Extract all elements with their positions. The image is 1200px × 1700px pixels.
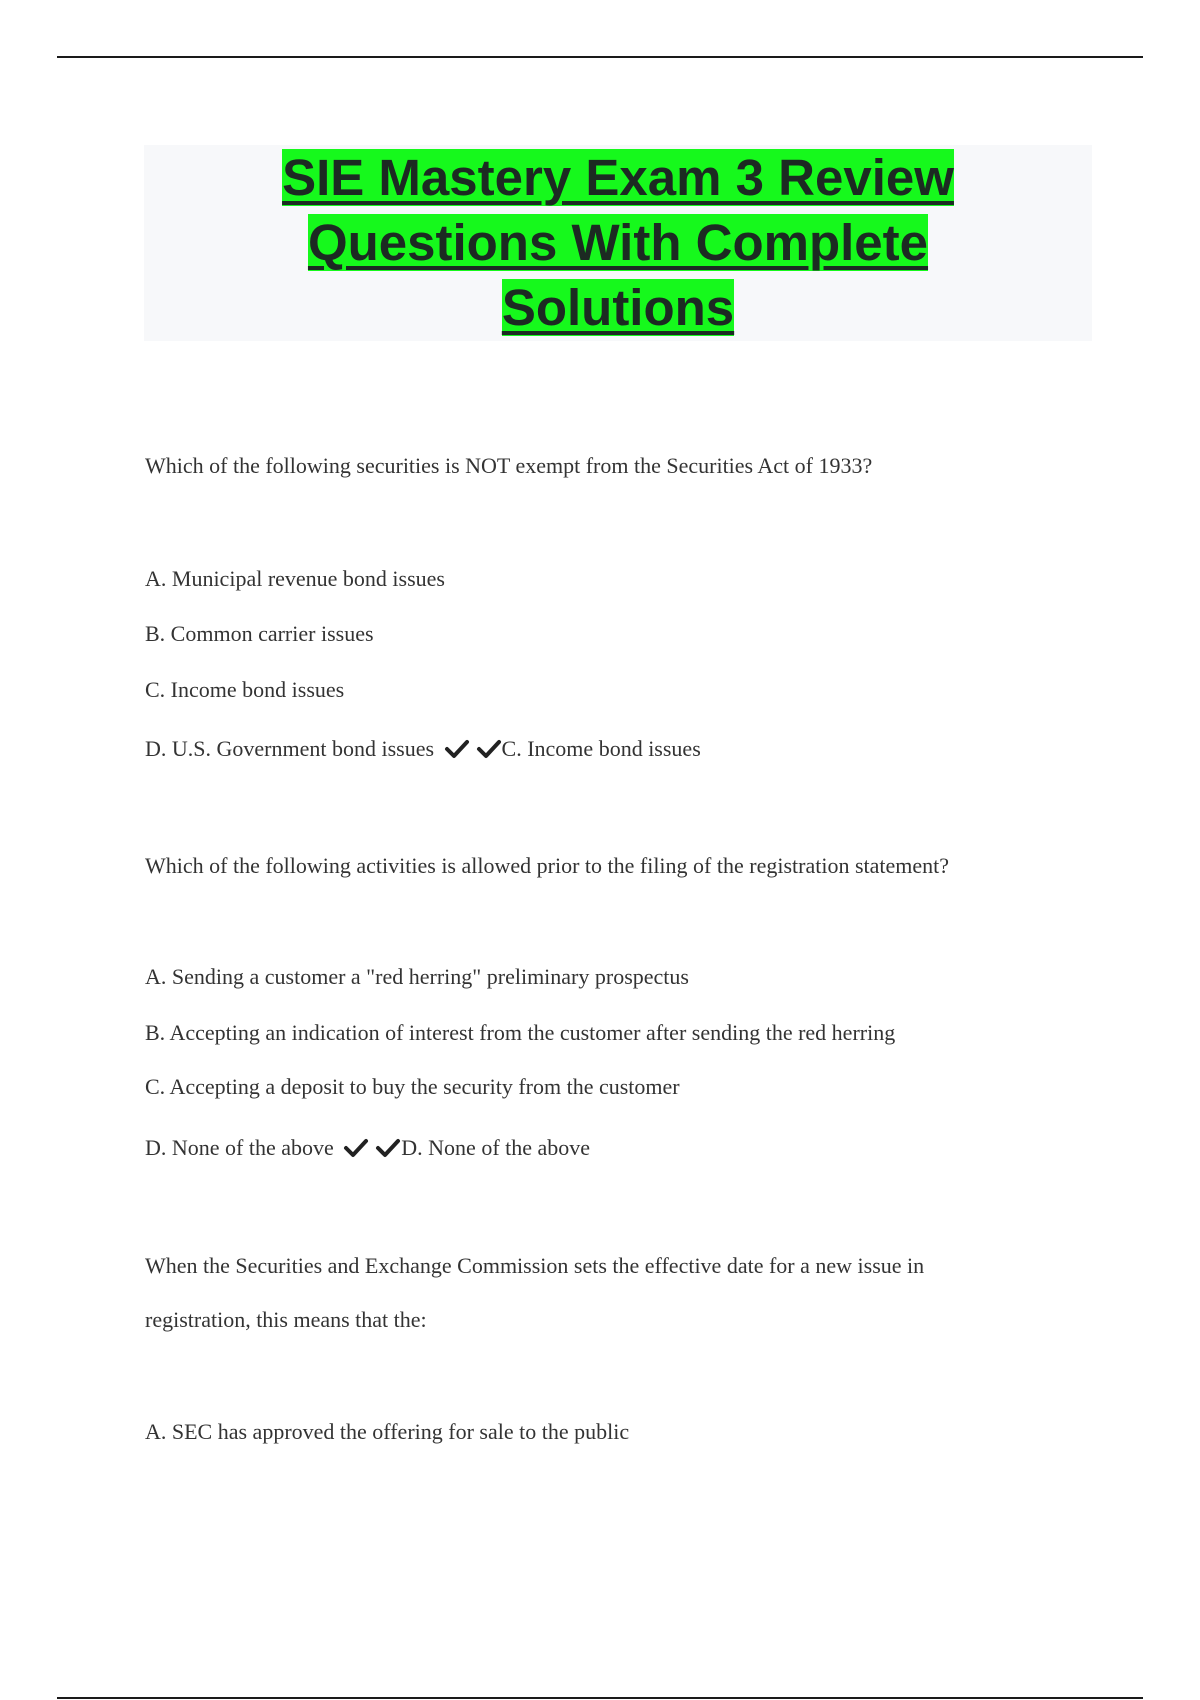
question-2-option-a: A. Sending a customer a "red herring" preliminary prospectus	[145, 964, 689, 989]
question-1-option-b: B. Common carrier issues	[145, 621, 374, 646]
question-2-option-c: C. Accepting a deposit to buy the security from the customer	[145, 1074, 680, 1099]
title-block	[144, 145, 1092, 341]
check-icon	[375, 1137, 401, 1159]
top-rule	[57, 56, 1143, 58]
check-icon	[444, 738, 470, 760]
question-1-option-d: D. U.S. Government bond issues	[145, 736, 435, 761]
question-3-option-a: A. SEC has approved the offering for sale to the public	[145, 1419, 630, 1444]
question-2-answer: D. None of the above	[401, 1135, 591, 1160]
question-3-prompt-line-2: registration, this means that the:	[145, 1307, 427, 1332]
question-3-prompt-line-1: When the Securities and Exchange Commission sets the effective date for a new issue in	[145, 1253, 925, 1278]
bottom-rule	[57, 1697, 1143, 1699]
question-1-answer: C. Income bond issues	[501, 736, 701, 761]
question-1-option-a: A. Municipal revenue bond issues	[145, 566, 445, 591]
title-line-3: Solutions	[501, 279, 735, 336]
question-2-answer-line	[145, 1134, 590, 1162]
document-title	[144, 145, 1092, 340]
question-1-option-c: C. Income bond issues	[145, 677, 345, 702]
question-2-option-b: B. Accepting an indication of interest from the customer after sending the red herring	[145, 1020, 896, 1045]
question-1-prompt: Which of the following securities is NOT exempt from the Securities Act of 1933?	[145, 453, 873, 478]
title-line-1: SIE Mastery Exam 3 Review	[282, 149, 954, 206]
question-2-option-d: D. None of the above	[145, 1135, 334, 1160]
title-line-2: Questions With Complete	[307, 214, 929, 271]
question-1-answer-line	[145, 735, 701, 763]
question-2-prompt: Which of the following activities is allowed prior to the filing of the registration statement?	[145, 853, 950, 878]
check-icon	[476, 738, 502, 760]
check-icon	[343, 1137, 369, 1159]
